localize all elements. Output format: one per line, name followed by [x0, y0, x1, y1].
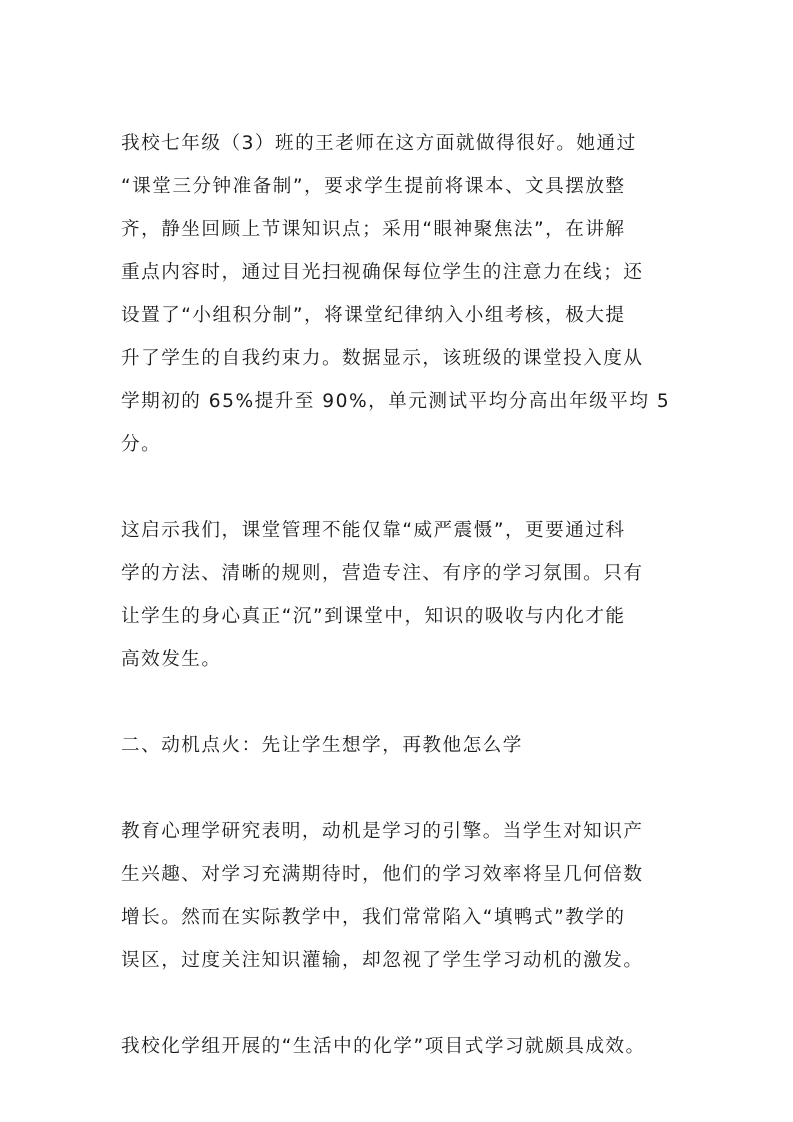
paragraph-1-line-4: 重点内容时，通过目光扫视确保每位学生的注意力在线；还: [121, 262, 644, 283]
paragraph-2-line-1: 这启示我们，课堂管理不能仅靠“威严震慑”，更要通过科: [121, 520, 626, 541]
paragraph-1-line-2: “课堂三分钟准备制”，要求学生提前将课本、文具摆放整: [121, 176, 626, 197]
paragraph-3-line-3: 增长。然而在实际教学中，我们常常陷入“填鸭式”教学的: [121, 907, 626, 928]
paragraph-1-line-1: 我校七年级（3）班的王老师在这方面就做得很好。她通过: [121, 133, 637, 154]
paragraph-1-line-3: 齐，静坐回顾上节课知识点；采用“眼神聚焦法”，在讲解: [121, 219, 626, 240]
paragraph-1-line-7: 学期初的 65%提升至 90%，单元测试平均分高出年级平均 5: [121, 391, 671, 412]
section-heading: 二、动机点火：先让学生想学，再教他怎么学: [121, 735, 523, 756]
paragraph-3-line-4: 误区，过度关注知识灌输，却忽视了学生学习动机的激发。: [121, 950, 644, 971]
paragraph-4-line-1: 我校化学组开展的“生活中的化学”项目式学习就颇具成效。: [121, 1036, 646, 1057]
paragraph-2-line-2: 学的方法、清晰的规则，营造专注、有序的学习氛围。只有: [121, 563, 644, 584]
paragraph-1-line-5: 设置了“小组积分制”，将课堂纪律纳入小组考核，极大提: [121, 305, 626, 326]
paragraph-3-line-2: 生兴趣、对学习充满期待时，他们的学习效率将呈几何倍数: [121, 864, 644, 885]
paragraph-3-line-1: 教育心理学研究表明，动机是学习的引擎。当学生对知识产: [121, 821, 644, 842]
paragraph-1-line-6: 升了学生的自我约束力。数据显示，该班级的课堂投入度从: [121, 348, 644, 369]
paragraph-1-line-8: 分。: [121, 434, 162, 455]
paragraph-2-line-3: 让学生的身心真正“沉”到课堂中，知识的吸收与内化才能: [121, 606, 626, 627]
paragraph-2-line-4: 高效发生。: [121, 649, 222, 670]
